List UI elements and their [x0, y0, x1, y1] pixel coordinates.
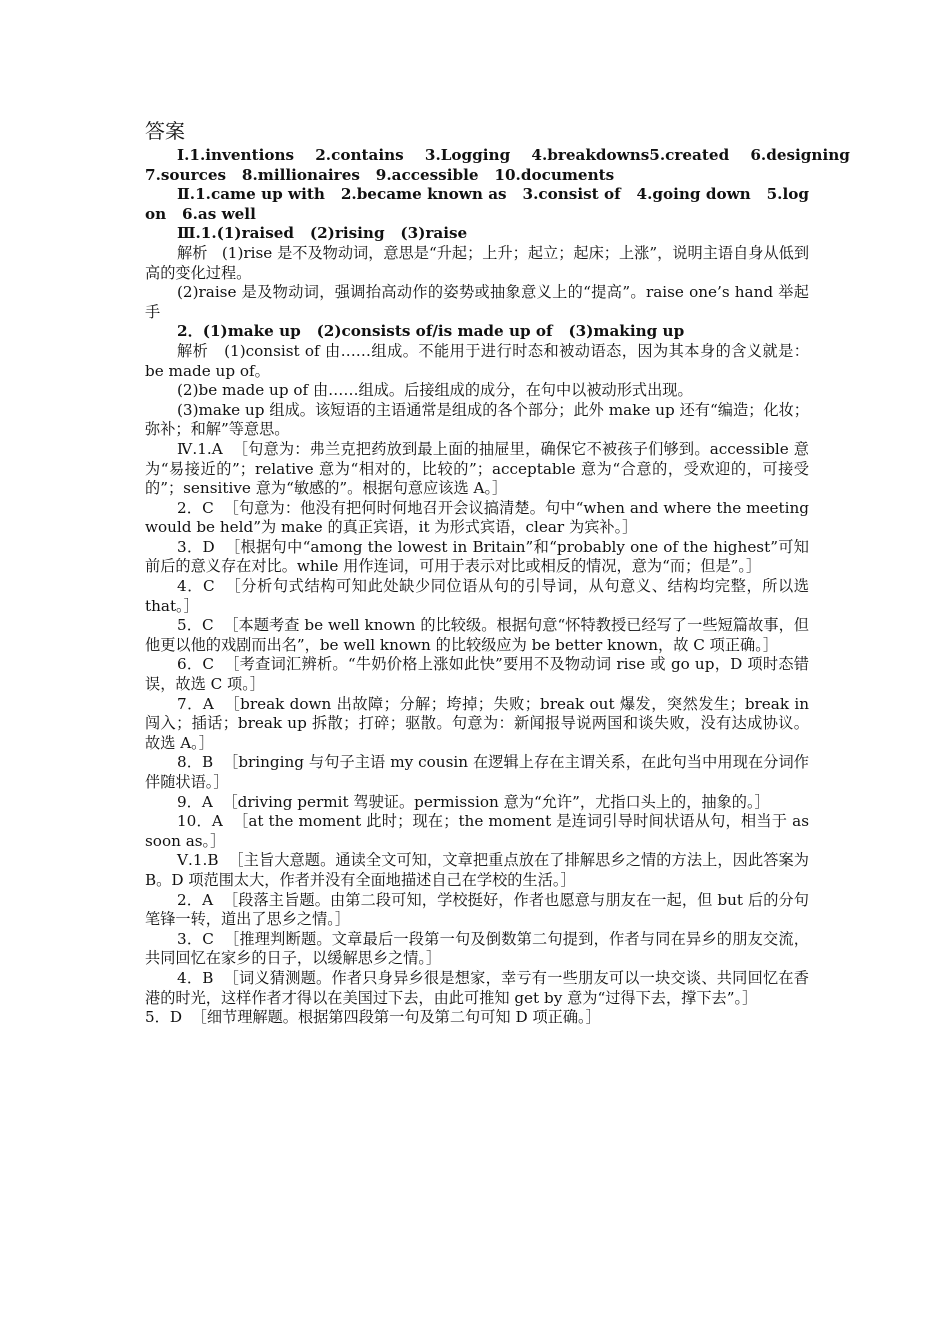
- section-4-question-8: 8．B ［bringing 与句子主语 my cousin 在逻辑上存在主谓关系，在此句当中用现在分词作伴随状语。］: [145, 753, 809, 791]
- section-4-question-5: 5．C ［本题考查 be well known 的比较级。根据句意“怀特教授已经写了一些短篇故事，但他更以他的戏剧而出名”，be well known 的比较级应为 be better known，故 C 项正确。］: [145, 616, 809, 654]
- section-5-question-2: 2．A ［段落主旨题。由第二段可知，学校挺好，作者也愿意与朋友在一起，但 but 后的分句笔锋一转，道出了思乡之情。］: [145, 890, 809, 929]
- section-4-question-9: 9．A ［driving permit 驾驶证。permission 意为“允许”，尤指口头上的，抽象的。］: [177, 792, 770, 811]
- section-5-question-3: 3．C ［推理判断题。文章最后一段第一句及倒数第二句提到，作者与同在异乡的朋友交流，共同回忆在家乡的日子，以缓解思乡之情。］: [145, 929, 809, 968]
- section-4-question-3: 3．D ［根据句中“among the lowest in Britain”和“probably one of the highest”可知前后的意义存在对比。while 用作连词，可用于表示对比或相反的情况，意为“而；但是”。］: [145, 537, 809, 576]
- section-4-question-4: 4．C ［分析句式结构可知此处缺少同位语从句的引导词，从句意义、结构均完整，所以选 that。］: [145, 577, 809, 615]
- explanation-paragraph: 解析 (1)rise 是不及物动词，意思是“升起；上升；起立；起床；上涨”，说明主语自身从低到高的变化过程。: [145, 243, 810, 282]
- section-1-answers: Ⅰ.1.inventions 2.contains 3.Logging 4.breakdowns5.created 6.designing 7.sources 8.millionaires 9.accessible 10.documents: [145, 146, 850, 184]
- explanation-paragraph: 解析 (1)consist of 由……组成。不能用于进行时态和被动语态，因为其本身的含义就是：be made up of。: [145, 341, 809, 380]
- answer-document: [145, 118, 850, 1028]
- section-2-answers: Ⅱ.1.came up with 2.became known as 3.consist of 4.going down 5.log on 6.as well: [145, 185, 809, 223]
- section-5-question-5: 5．D ［细节理解题。根据第四段第一句及第二句可知 D 项正确。］: [145, 1008, 601, 1027]
- section-4-question-10: 10．A ［at the moment 此时；现在；the moment 是连词引导时间状语从句，相当于 as soon as。］: [145, 812, 809, 850]
- section-3-question-2: 2．(1)make up (2)consists of/is made up of (3)making up: [177, 322, 685, 341]
- section-4-question-7: 7．A ［break down 出故障；分解；垮掉；失败；break out 爆发，突然发生；break in 闯入；插话；break up 拆散；打碎；驱散。句意为：新闻报导说两国和谈失败，没有达成协议。故选 A。］: [145, 694, 809, 752]
- section-4-question-2: 2．C ［句意为：他没有把何时何地召开会议搞清楚。句中“when and where the meeting would be held”为 make 的真正宾语，it 为形式宾语，clear 为宾补。］: [145, 498, 809, 537]
- section-5-question-1: Ⅴ.1.B ［主旨大意题。通读全文可知，文章把重点放在了排解思乡之情的方法上，因此答案为 B。D 项范围太大，作者并没有全面地描述自己在学校的生活。］: [145, 851, 809, 889]
- explanation-paragraph: (3)make up 组成。该短语的主语通常是组成的各个部分；此外 make up 还有“编造；化妆；弥补；和解”等意思。: [145, 400, 809, 439]
- explanation-paragraph: (2)be made up of 由……组成。后接组成的成分，在句中以被动形式出现。: [177, 381, 693, 400]
- document-title: 答案: [145, 119, 185, 143]
- section-3-answers: Ⅲ.1.(1)raised (2)rising (3)raise: [177, 224, 468, 243]
- explanation-paragraph: (2)raise 是及物动词，强调抬高动作的姿势或抽象意义上的“提高”。raise one’s hand 举起手: [145, 283, 809, 321]
- section-5-question-4: 4．B ［词义猜测题。作者只身异乡很是想家，幸亏有一些朋友可以一块交谈、共同回忆在香港的时光，这样作者才得以在美国过下去，由此可推知 get by 意为“过得下去，撑下去”。］: [145, 968, 809, 1007]
- section-4-question-1: Ⅳ.1.A ［句意为：弗兰克把药放到最上面的抽屉里，确保它不被孩子们够到。accessible 意为“易接近的”；relative 意为“相对的，比较的”；acceptable 意为“合意的，受欢迎的，可接受的”；sensitive 意为“敏感的”。根据句意应该选 A。］: [145, 439, 809, 498]
- section-4-question-6: 6．C ［考查词汇辨析。“牛奶价格上涨如此快”要用不及物动词 rise 或 go up，D 项时态错误，故选 C 项。］: [145, 655, 809, 694]
